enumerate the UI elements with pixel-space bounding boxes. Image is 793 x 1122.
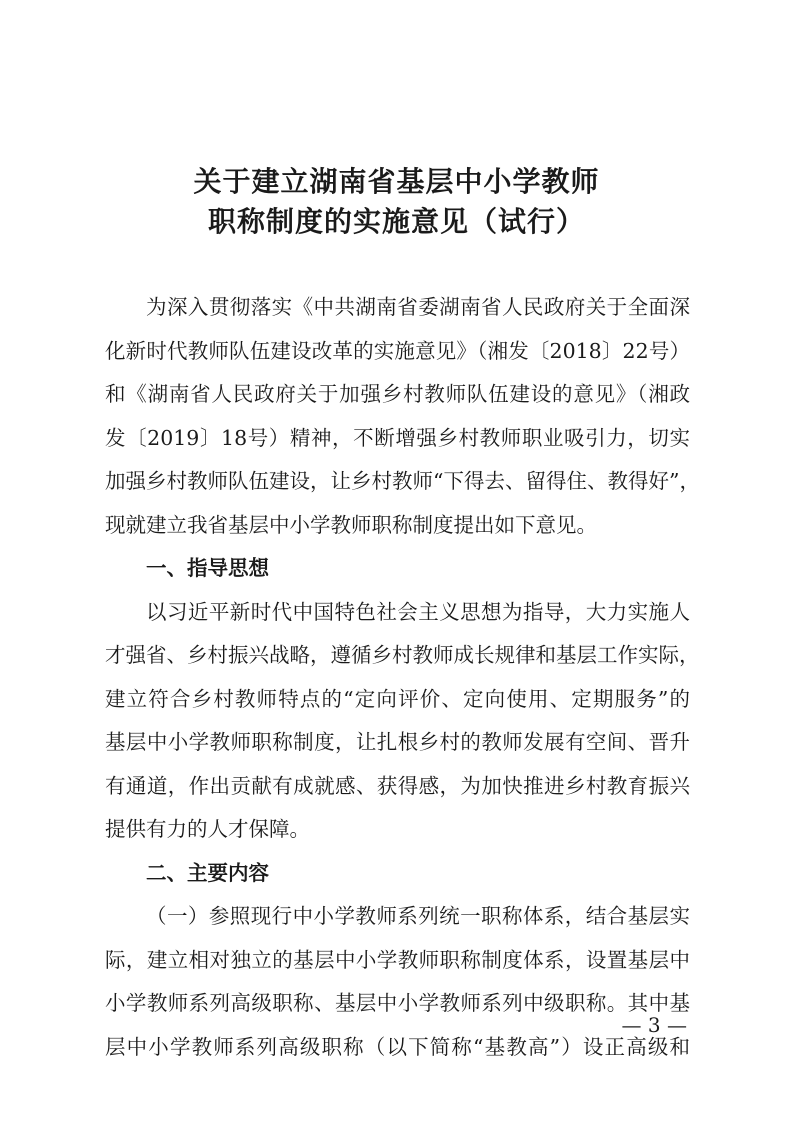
paragraph-line: 才强省、乡村振兴战略，遵循乡村教师成长规律和基层工作实际， [105, 643, 700, 667]
page-number: — 3 — [621, 1013, 687, 1037]
section-heading-main-content: 二、主要内容 [146, 861, 269, 885]
paragraph-line: 发〔2019〕18号）精神，不断增强乡村教师职业吸引力，切实 [105, 426, 690, 450]
paragraph-line: 际，建立相对独立的基层中小学教师职称制度体系，设置基层中 [105, 948, 690, 972]
paragraph-line: （一）参照现行中小学教师系列统一职称体系，结合基层实 [146, 904, 690, 928]
paragraph-line: 加强乡村教师队伍建设，让乡村教师“下得去、留得住、教得好”， [105, 469, 700, 493]
paragraph-line: 提供有力的人才保障。 [105, 817, 310, 841]
document-title-line-2: 职称制度的实施意见（试行） [207, 205, 585, 238]
paragraph-line: 现就建立我省基层中小学教师职称制度提出如下意见。 [105, 513, 597, 537]
paragraph-line: 建立符合乡村教师特点的“定向评价、定向使用、定期服务”的 [105, 687, 690, 711]
paragraph-line: 化新时代教师队伍建设改革的实施意见》（湘发〔2018〕22号） [105, 339, 690, 363]
paragraph-line: 以习近平新时代中国特色社会主义思想为指导，大力实施人 [146, 600, 690, 624]
paragraph-line: 为深入贯彻落实《中共湖南省委湖南省人民政府关于全面深 [146, 295, 690, 319]
document-title-line-1: 关于建立湖南省基层中小学教师 [193, 165, 600, 198]
paragraph-line: 基层中小学教师职称制度，让扎根乡村的教师发展有空间、晋升 [105, 730, 690, 754]
paragraph-line: 和《湖南省人民政府关于加强乡村教师队伍建设的意见》（湘政 [105, 382, 690, 406]
paragraph-line: 小学教师系列高级职称、基层中小学教师系列中级职称。其中基 [105, 991, 690, 1015]
section-heading-guiding-ideology: 一、指导思想 [146, 556, 269, 580]
paragraph-line: 层中小学教师系列高级职称（以下简称“基教高”）设正高级和 [105, 1035, 690, 1059]
paragraph-line: 有通道，作出贡献有成就感、获得感，为加快推进乡村教育振兴 [105, 774, 690, 798]
